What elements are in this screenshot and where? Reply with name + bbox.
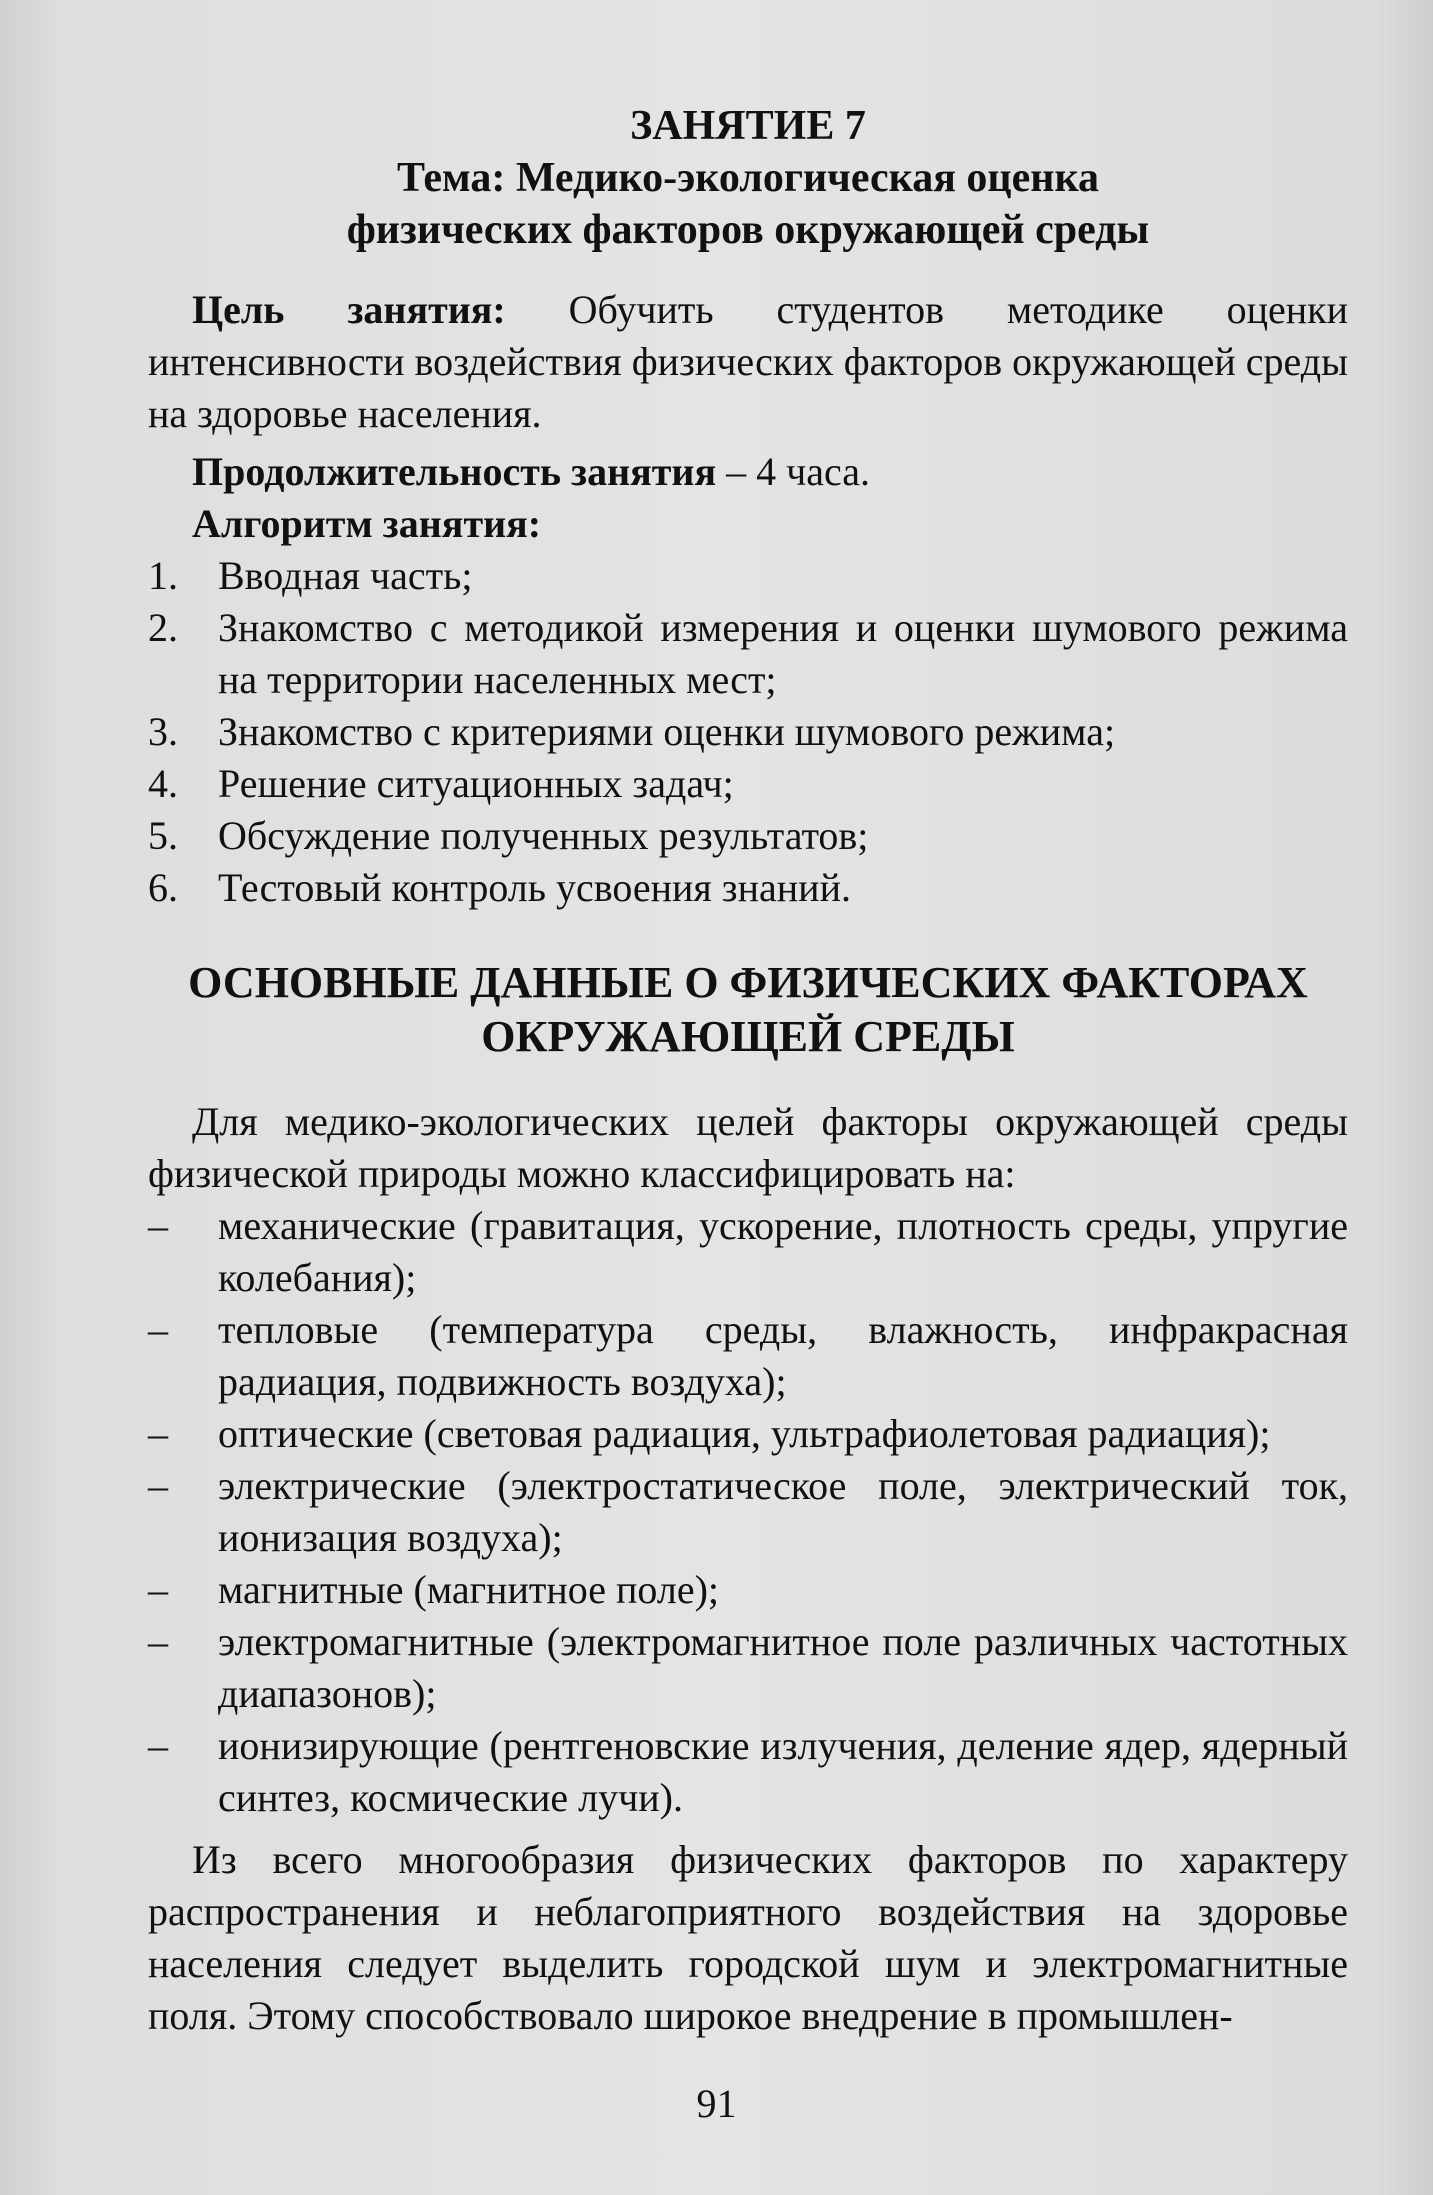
topic-line-1: Тема: Медико-экологическая оценка xyxy=(396,155,1100,201)
duration-text: – 4 часа. xyxy=(726,449,870,494)
list-item xyxy=(148,1564,1348,1616)
list-item-text: ионизирующие (рентгеновские излучения, деление ядер, ядерный синтез, космические лучи). xyxy=(218,1723,1348,1820)
list-item-text: магнитные (магнитное поле); xyxy=(218,1567,720,1612)
section-title-line-1: ОСНОВНЫЕ ДАННЫЕ О ФИЗИЧЕСКИХ ФАКТОРАХ xyxy=(188,958,1308,1007)
list-item-text: Решение ситуационных задач; xyxy=(218,761,734,806)
list-item-dash: – xyxy=(148,1463,168,1508)
lesson-title: ЗАНЯТИЕ 7 xyxy=(630,103,866,149)
closing-paragraph: Из всего многообразия физических факторов по характеру распространения и неблагоприятного воздействия на здоровье населения следует выделить городской шум и электромагнитные поля. Этому способствовало широкое внедрение в промышлен- xyxy=(148,1837,1348,2038)
list-item-text: Вводная часть; xyxy=(218,553,473,598)
list-item-text: Тестовый контроль усвоения знаний. xyxy=(218,865,851,910)
list-item xyxy=(148,1460,1348,1564)
list-item xyxy=(148,550,1348,602)
list-item-text: Знакомство с методикой измерения и оценки шумового режима на территории населенных мест; xyxy=(218,605,1348,702)
list-item-number: 6. xyxy=(148,865,178,910)
list-item-text: электрические (электростатическое поле, электрический ток, ионизация воздуха); xyxy=(218,1463,1348,1560)
topic-line-2: физических факторов окружающей среды xyxy=(346,207,1150,253)
list-item-dash: – xyxy=(148,1723,168,1768)
algorithm-list xyxy=(148,550,1348,914)
section-title xyxy=(148,956,1348,1064)
algorithm-label: Алгоритм занятия: xyxy=(192,501,542,546)
list-item-dash: – xyxy=(148,1411,168,1456)
list-item-number: 4. xyxy=(148,761,178,806)
list-item-dash: – xyxy=(148,1203,168,1248)
list-item-text: оптические (световая радиация, ультрафиолетовая радиация); xyxy=(218,1411,1271,1456)
duration-label: Продолжительность занятия xyxy=(192,449,717,494)
list-item xyxy=(148,1408,1348,1460)
goal-label: Цель занятия: xyxy=(192,287,506,332)
list-item-number: 1. xyxy=(148,553,178,598)
duration-paragraph xyxy=(148,446,1348,498)
goal-paragraph xyxy=(148,284,1348,440)
list-item-text: тепловые (температура среды, влажность, инфракрасная радиация, подвижность воздуха); xyxy=(218,1307,1348,1404)
list-item xyxy=(148,1304,1348,1408)
list-item-number: 3. xyxy=(148,709,178,754)
list-item xyxy=(148,602,1348,706)
page-content xyxy=(148,100,1348,2042)
list-item xyxy=(148,758,1348,810)
list-item xyxy=(148,1616,1348,1720)
list-item-text: Обсуждение полученных результатов; xyxy=(218,813,869,858)
list-item-dash: – xyxy=(148,1567,168,1612)
list-item xyxy=(148,862,1348,914)
list-item xyxy=(148,810,1348,862)
list-item-text: Знакомство с критериями оценки шумового режима; xyxy=(218,709,1116,754)
intro-paragraph: Для медико-экологических целей факторы окружающей среды физической природы можно классифицировать на: xyxy=(148,1099,1348,1196)
list-item-dash: – xyxy=(148,1619,168,1664)
goal-text: Обучить студентов методике оценки интенсивности воздействия физических факторов окружающей среды на здоровье населения. xyxy=(148,287,1348,436)
list-item-text: механические (гравитация, ускорение, плотность среды, упругие колебания); xyxy=(218,1203,1348,1300)
list-item xyxy=(148,1200,1348,1304)
page-number: 91 xyxy=(696,2081,737,2126)
list-item-number: 5. xyxy=(148,813,178,858)
list-item-number: 2. xyxy=(148,605,178,650)
list-item-dash: – xyxy=(148,1307,168,1352)
factors-list xyxy=(148,1200,1348,1824)
section-title-line-2: ОКРУЖАЮЩЕЙ СРЕДЫ xyxy=(481,1012,1015,1061)
list-item-text: электромагнитные (электромагнитное поле различных частотных диапазонов); xyxy=(218,1619,1348,1716)
list-item xyxy=(148,1720,1348,1824)
list-item xyxy=(148,706,1348,758)
